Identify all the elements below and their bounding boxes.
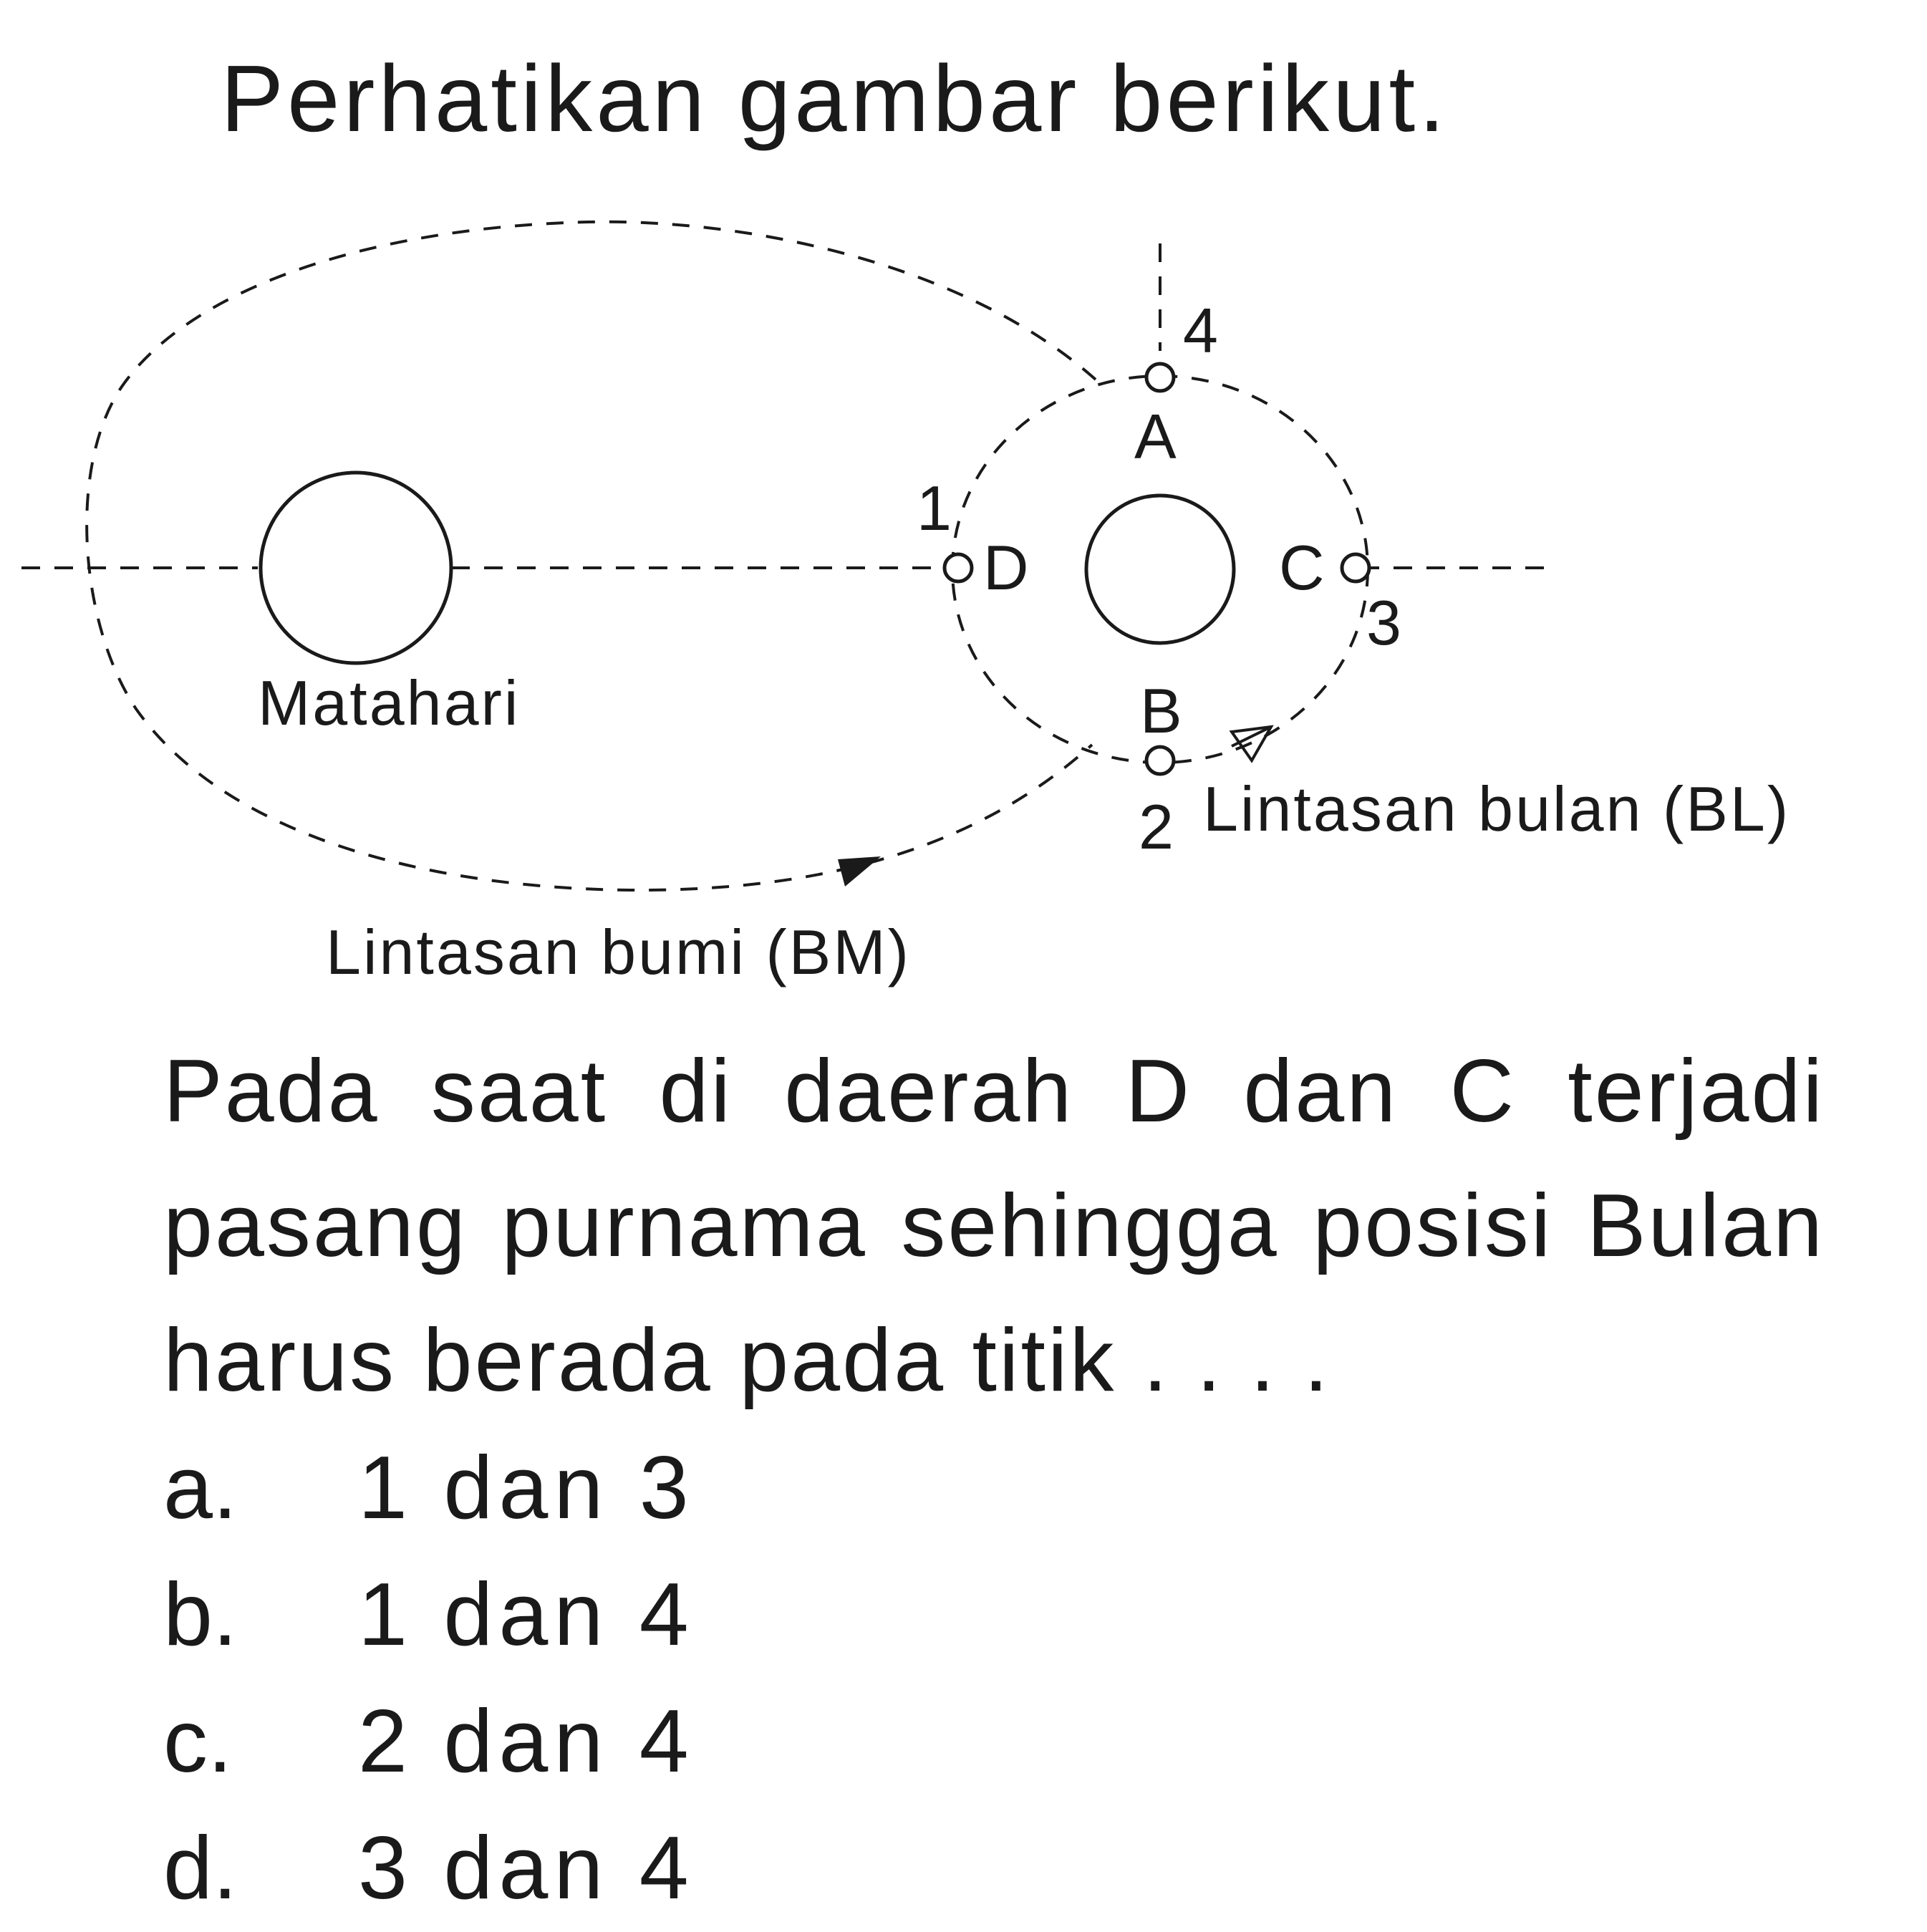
page-title: Perhatikan gambar berikut. <box>221 46 1449 151</box>
label-3: 3 <box>1366 587 1401 658</box>
option-text: 1 dan 4 <box>358 1565 695 1664</box>
label-d: D <box>983 532 1029 603</box>
label-1: 1 <box>917 473 952 544</box>
option-d[interactable] <box>163 1805 695 1932</box>
earth-orbit-arrow <box>838 856 881 887</box>
earth-orbit-path <box>87 222 1096 890</box>
moon-position-marker-1 <box>945 554 972 581</box>
label-a: A <box>1134 401 1177 472</box>
moon-orbit-label: Lintasan bulan (BL) <box>1203 773 1791 844</box>
label-2: 2 <box>1139 791 1174 862</box>
option-letter: b. <box>163 1565 238 1664</box>
option-letter: c. <box>163 1692 233 1791</box>
moon-position-marker-2 <box>1146 747 1174 774</box>
label-c: C <box>1279 532 1325 603</box>
earth-circle <box>1086 496 1234 643</box>
option-text: 2 dan 4 <box>358 1692 695 1791</box>
question-text: Pada saat di daerah D dan C terjadi pasang purnama sehingga posisi Bulan harus berada pada titik . . . . <box>163 1042 1825 1410</box>
option-letter: a. <box>163 1439 238 1537</box>
label-4: 4 <box>1183 295 1218 366</box>
sun-circle <box>261 473 451 663</box>
option-text: 3 dan 4 <box>358 1819 695 1918</box>
moon-position-marker-4 <box>1146 364 1174 391</box>
answer-options <box>163 1425 695 1932</box>
option-text: 1 dan 3 <box>358 1439 695 1537</box>
sun-label: Matahari <box>258 667 521 738</box>
option-c[interactable] <box>163 1679 695 1805</box>
option-b[interactable] <box>163 1552 695 1679</box>
option-a[interactable] <box>163 1425 695 1552</box>
moon-position-marker-3 <box>1342 554 1369 581</box>
label-b: B <box>1140 675 1182 746</box>
earth-orbit-label: Lintasan bumi (BM) <box>326 917 911 987</box>
option-letter: d. <box>163 1819 238 1918</box>
